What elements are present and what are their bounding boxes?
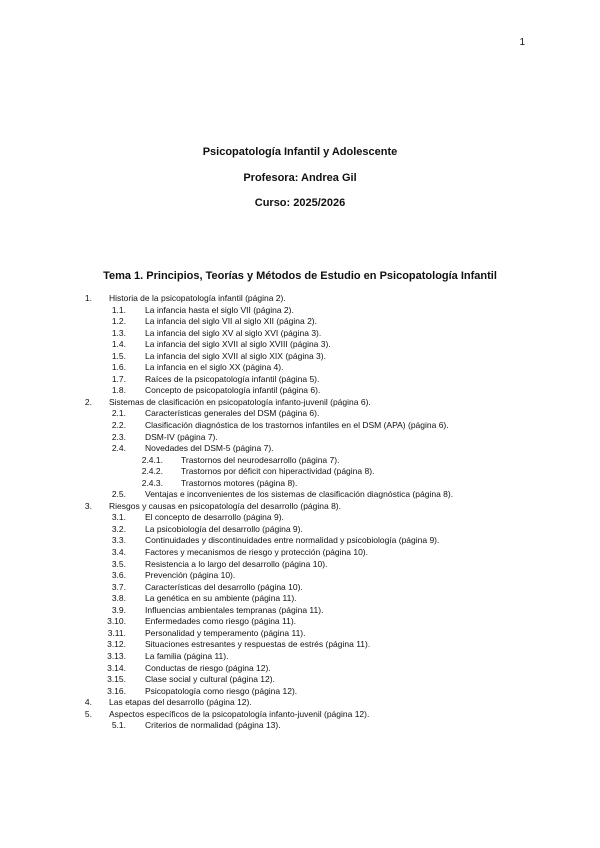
toc-entry-number-box (100, 605, 126, 617)
toc-entry-text: Historia de la psicopatología infantil (página 2). (109, 293, 286, 303)
toc-entry-text: La infancia hasta el siglo VII (página 2). (145, 304, 294, 315)
toc-entry-text: Sistemas de clasificación en psicopatología infanto-juvenil (página 6). (109, 396, 371, 407)
toc-entry-number: 2.3. (111, 431, 126, 442)
toc-entry (0, 293, 600, 305)
toc-entry-number-box (100, 674, 126, 686)
toc-entry (0, 478, 600, 490)
toc-entry-text: Psicopatología como riesgo (página 12). (145, 685, 298, 696)
toc-entry-number-box (100, 663, 126, 675)
toc-entry (0, 328, 600, 340)
toc-entry-text: Enfermedades como riesgo (página 11). (145, 616, 297, 627)
toc-entry (0, 651, 600, 663)
toc-entry (0, 466, 600, 478)
toc-entry-text: Continuidades y discontinuidades entre normalidad y psicobiología (página 9). (145, 535, 440, 546)
toc-entry-number: 1.3. (111, 327, 126, 338)
toc-entry (0, 432, 600, 444)
toc-entry-text: Aspectos específicos de la psicopatología infanto-juvenil (página 12). (109, 708, 370, 719)
toc-entry-number: 1.6. (111, 362, 126, 373)
toc-entry-text: La familia (página 11). (145, 650, 229, 661)
toc-entry (0, 420, 600, 432)
toc-entry-text: Las etapas del desarrollo (página 12). (109, 697, 252, 708)
toc-entry-text: Clasificación diagnóstica de los trastornos infantiles en el DSM (APA) (página 6). (145, 420, 449, 431)
toc-entry-number: 2.4.1. (141, 454, 163, 465)
toc-entry-number-box (100, 362, 126, 374)
toc-entry-number: 1.1. (111, 304, 126, 315)
toc-entry-number: 3.14. (107, 662, 126, 673)
toc-entry-number-box (100, 351, 126, 363)
toc-entry (0, 316, 600, 328)
toc-entry-number-box (100, 582, 126, 594)
toc-entry-number: 5. (84, 708, 92, 719)
toc-entry-number-box (100, 547, 126, 559)
document-title: Psicopatología Infantil y Adolescente (202, 146, 398, 158)
tema-title: Tema 1. Principios, Teorías y Métodos de Estudio en Psicopatología Infantil (103, 270, 497, 282)
toc-entry (0, 339, 600, 351)
professor-line: Profesora: Andrea Gil (243, 172, 357, 184)
toc-entry-text: La infancia del siglo VII al siglo XII (página 2). (145, 316, 317, 327)
toc-entry (0, 489, 600, 501)
toc-entry (0, 559, 600, 571)
toc-entry (0, 582, 600, 594)
toc-entry-number-box (100, 408, 126, 420)
toc-entry (0, 512, 600, 524)
toc-entry (0, 639, 600, 651)
toc-entry (0, 686, 600, 698)
toc-entry-number: 1.8. (111, 385, 126, 396)
toc-entry (0, 408, 600, 420)
toc-entry-text: Conductas de riesgo (página 12). (145, 662, 271, 673)
toc-entry-number-box (100, 443, 126, 455)
toc-entry-number: 3. (84, 500, 92, 511)
toc-entry-number-box (100, 559, 126, 571)
toc-entry-number: 3.12. (107, 639, 126, 650)
toc-entry-number-box (70, 501, 92, 513)
toc-entry-number: 3.6. (111, 570, 126, 581)
toc-entry-number-box (100, 374, 126, 386)
toc-entry-number-box (100, 305, 126, 317)
toc-entry (0, 697, 600, 709)
toc-entry (0, 455, 600, 467)
toc-entry-text: Situaciones estresantes y respuestas de estrés (página 11). (145, 639, 371, 650)
toc-entry-number-box (100, 489, 126, 501)
toc-entry-text: Personalidad y temperamento (página 11). (145, 627, 306, 638)
toc-entry (0, 616, 600, 628)
toc-entry (0, 374, 600, 386)
toc-entry-text: Trastornos del neurodesarrollo (página 7). (181, 454, 340, 465)
toc-entry-number: 2.2. (111, 420, 126, 431)
toc-entry-number: 1.4. (111, 339, 126, 350)
toc-entry-number: 2.4. (111, 443, 126, 454)
toc-entry-number-box (130, 455, 163, 467)
toc-entry-number: 3.1. (111, 512, 126, 523)
toc-entry-text: Clase social y cultural (página 12). (145, 674, 275, 685)
toc-entry-number-box (100, 328, 126, 340)
toc-entry-text: Ventajas e inconvenientes de los sistemas de clasificación diagnóstica (página 8). (145, 489, 454, 500)
toc-entry-text: Influencias ambientales tempranas (página 11). (145, 604, 324, 615)
toc-entry-number-box (70, 709, 92, 721)
toc-entry-text: La genética en su ambiente (página 11). (145, 593, 297, 604)
toc-entry (0, 628, 600, 640)
toc-entry-number: 3.16. (107, 685, 126, 696)
toc-entry-number: 2.4.2. (141, 466, 163, 477)
toc-entry-number: 2.4.3. (141, 477, 163, 488)
toc-entry-text: La infancia del siglo XV al siglo XVI (página 3). (145, 327, 322, 338)
toc-entry-text: Raíces de la psicopatología infantil (página 5). (145, 373, 320, 384)
toc-entry-number: 3.15. (107, 674, 126, 685)
toc-entry-number: 3.5. (111, 558, 126, 569)
toc-entry-number-box (70, 397, 92, 409)
toc-entry-number: 2. (84, 396, 92, 407)
toc-entry-text: La psicobiología del desarrollo (página 9). (145, 523, 303, 534)
toc-entry-text: Trastornos motores (página 8). (181, 477, 298, 488)
toc-entry-number: 2.1. (111, 408, 126, 419)
toc-entry-text: DSM-IV (página 7). (145, 431, 218, 442)
toc-entry (0, 305, 600, 317)
toc-entry-number-box (100, 616, 126, 628)
toc-entry-number-box (100, 570, 126, 582)
toc-entry-number: 3.4. (111, 547, 126, 558)
toc-entry-text: Características del desarrollo (página 10). (145, 581, 303, 592)
table-of-contents (0, 293, 600, 732)
toc-entry-text: El concepto de desarrollo (página 9). (145, 512, 284, 523)
toc-entry-number-box (100, 432, 126, 444)
toc-entry (0, 709, 600, 721)
toc-entry (0, 674, 600, 686)
toc-entry-text: Novedades del DSM-5 (página 7). (145, 443, 274, 454)
toc-entry (0, 524, 600, 536)
toc-entry-number-box (100, 720, 126, 732)
toc-entry-number-box (100, 593, 126, 605)
toc-entry-number-box (100, 385, 126, 397)
toc-entry-number: 3.2. (111, 523, 126, 534)
toc-entry-number-box (100, 651, 126, 663)
toc-entry-number-box (130, 478, 163, 490)
toc-entry (0, 593, 600, 605)
toc-entry-number-box (100, 628, 126, 640)
toc-entry-number: 3.7. (111, 581, 126, 592)
toc-entry-number: 4. (84, 697, 92, 708)
course-line: Curso: 2025/2026 (254, 197, 346, 209)
toc-entry-text: Criterios de normalidad (página 13). (145, 720, 281, 731)
toc-entry (0, 547, 600, 559)
toc-entry (0, 397, 600, 409)
toc-entry-number: 1.2. (111, 316, 126, 327)
toc-entry-number: 1.7. (111, 373, 126, 384)
toc-entry-text: Factores y mecanismos de riesgo y protección (página 10). (145, 547, 368, 558)
toc-entry-number-box (100, 316, 126, 328)
toc-entry (0, 663, 600, 675)
toc-entry (0, 443, 600, 455)
toc-entry-text: Características generales del DSM (página 6). (145, 408, 320, 419)
toc-entry-number: 3.13. (107, 650, 126, 661)
toc-entry-number-box (100, 339, 126, 351)
toc-entry-text: Trastornos por déficit con hiperactividad (página 8). (181, 466, 375, 477)
toc-entry-number-box (100, 639, 126, 651)
toc-entry (0, 385, 600, 397)
toc-entry-number-box (100, 512, 126, 524)
toc-entry (0, 570, 600, 582)
toc-entry-number: 1. (84, 293, 92, 303)
toc-entry-number-box (100, 524, 126, 536)
toc-entry-number: 3.11. (107, 627, 126, 638)
toc-entry-number: 2.5. (111, 489, 126, 500)
toc-entry-number: 3.10. (107, 616, 126, 627)
toc-entry-text: La infancia del siglo XVII al siglo XVIII (página 3). (145, 339, 331, 350)
toc-entry-number: 1.5. (111, 350, 126, 361)
toc-entry-number-box (100, 535, 126, 547)
toc-entry (0, 605, 600, 617)
toc-entry-text: Riesgos y causas en psicopatología del desarrollo (página 8). (109, 500, 341, 511)
toc-entry-number: 5.1. (111, 720, 126, 731)
toc-entry-number: 3.3. (111, 535, 126, 546)
toc-entry-number-box (130, 466, 163, 478)
toc-entry-number: 3.9. (111, 604, 126, 615)
toc-entry-text: Concepto de psicopatología infantil (página 6). (145, 385, 321, 396)
toc-entry-number-box (100, 686, 126, 698)
toc-entry-text: La infancia del siglo XVII al siglo XIX (página 3). (145, 350, 326, 361)
toc-entry (0, 720, 600, 732)
toc-entry (0, 535, 600, 547)
toc-entry-number-box (70, 697, 92, 709)
page-number: 1 (519, 37, 525, 48)
toc-entry (0, 351, 600, 363)
toc-entry-number-box (70, 293, 92, 305)
toc-entry-number: 3.8. (111, 593, 126, 604)
toc-entry (0, 501, 600, 513)
toc-entry-text: Prevención (página 10). (145, 570, 236, 581)
toc-entry-text: La infancia en el siglo XX (página 4). (145, 362, 284, 373)
toc-entry-text: Resistencia a lo largo del desarrollo (página 10). (145, 558, 328, 569)
toc-entry-number-box (100, 420, 126, 432)
toc-entry (0, 362, 600, 374)
